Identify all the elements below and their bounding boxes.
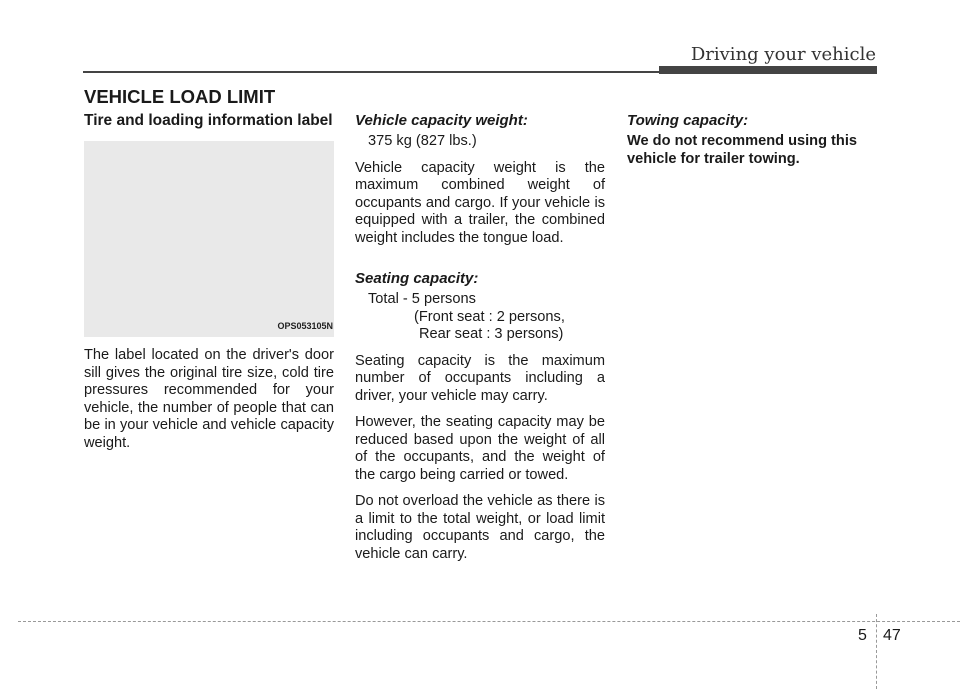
- seating-total: Total - 5 persons: [368, 291, 476, 307]
- footer-rule: [18, 621, 960, 622]
- label-heading: Tire and loading information label: [84, 112, 333, 129]
- seating-front: (Front seat : 2 persons,: [414, 308, 565, 325]
- page-number: 47: [883, 627, 901, 644]
- column-2: [355, 112, 605, 572]
- seating-capacity-heading: Seating capacity:: [355, 270, 479, 287]
- label-figure: [84, 141, 334, 337]
- header-rule: [83, 71, 659, 73]
- seating-paragraph-2: However, the seating capacity may be reduced based upon the weight of all of the occupants, and the weight of the cargo being carried or towed.: [355, 414, 605, 483]
- column-1: [84, 112, 334, 461]
- vehicle-capacity-heading: Vehicle capacity weight:: [355, 112, 528, 129]
- vehicle-capacity-value: 375 kg (827 lbs.): [368, 133, 477, 149]
- section-title: VEHICLE LOAD LIMIT: [84, 86, 276, 107]
- towing-capacity-heading: Towing capacity:: [627, 112, 749, 129]
- seating-rear: Rear seat : 3 persons): [419, 326, 564, 342]
- figure-code: OPS053105N: [277, 320, 333, 331]
- section-number: 5: [858, 627, 867, 644]
- seating-paragraph-3: Do not overload the vehicle as there is a limit to the total weight, or load limit including occupants and cargo, the vehicle can carry.: [355, 493, 605, 562]
- header-tab-bar: [659, 66, 877, 74]
- vehicle-capacity-paragraph: Vehicle capacity weight is the maximum combined weight of occupants and cargo. If your vehicle is equipped with a trailer, the combined weight includes the tongue load.: [355, 159, 605, 246]
- chapter-title: Driving your vehicle: [690, 44, 876, 65]
- towing-capacity-text: We do not recommend using this vehicle for trailer towing.: [627, 133, 858, 167]
- label-paragraph: The label located on the driver's door sill gives the original tire size, cold tire pressures recommended for your vehicle, the number of people that can be in your vehicle and vehicle capacity weight.: [84, 347, 334, 451]
- column-3: [627, 112, 877, 177]
- seating-paragraph-1: Seating capacity is the maximum number of occupants including a driver, your vehicle may carry.: [355, 352, 605, 404]
- page-divider: [876, 614, 877, 689]
